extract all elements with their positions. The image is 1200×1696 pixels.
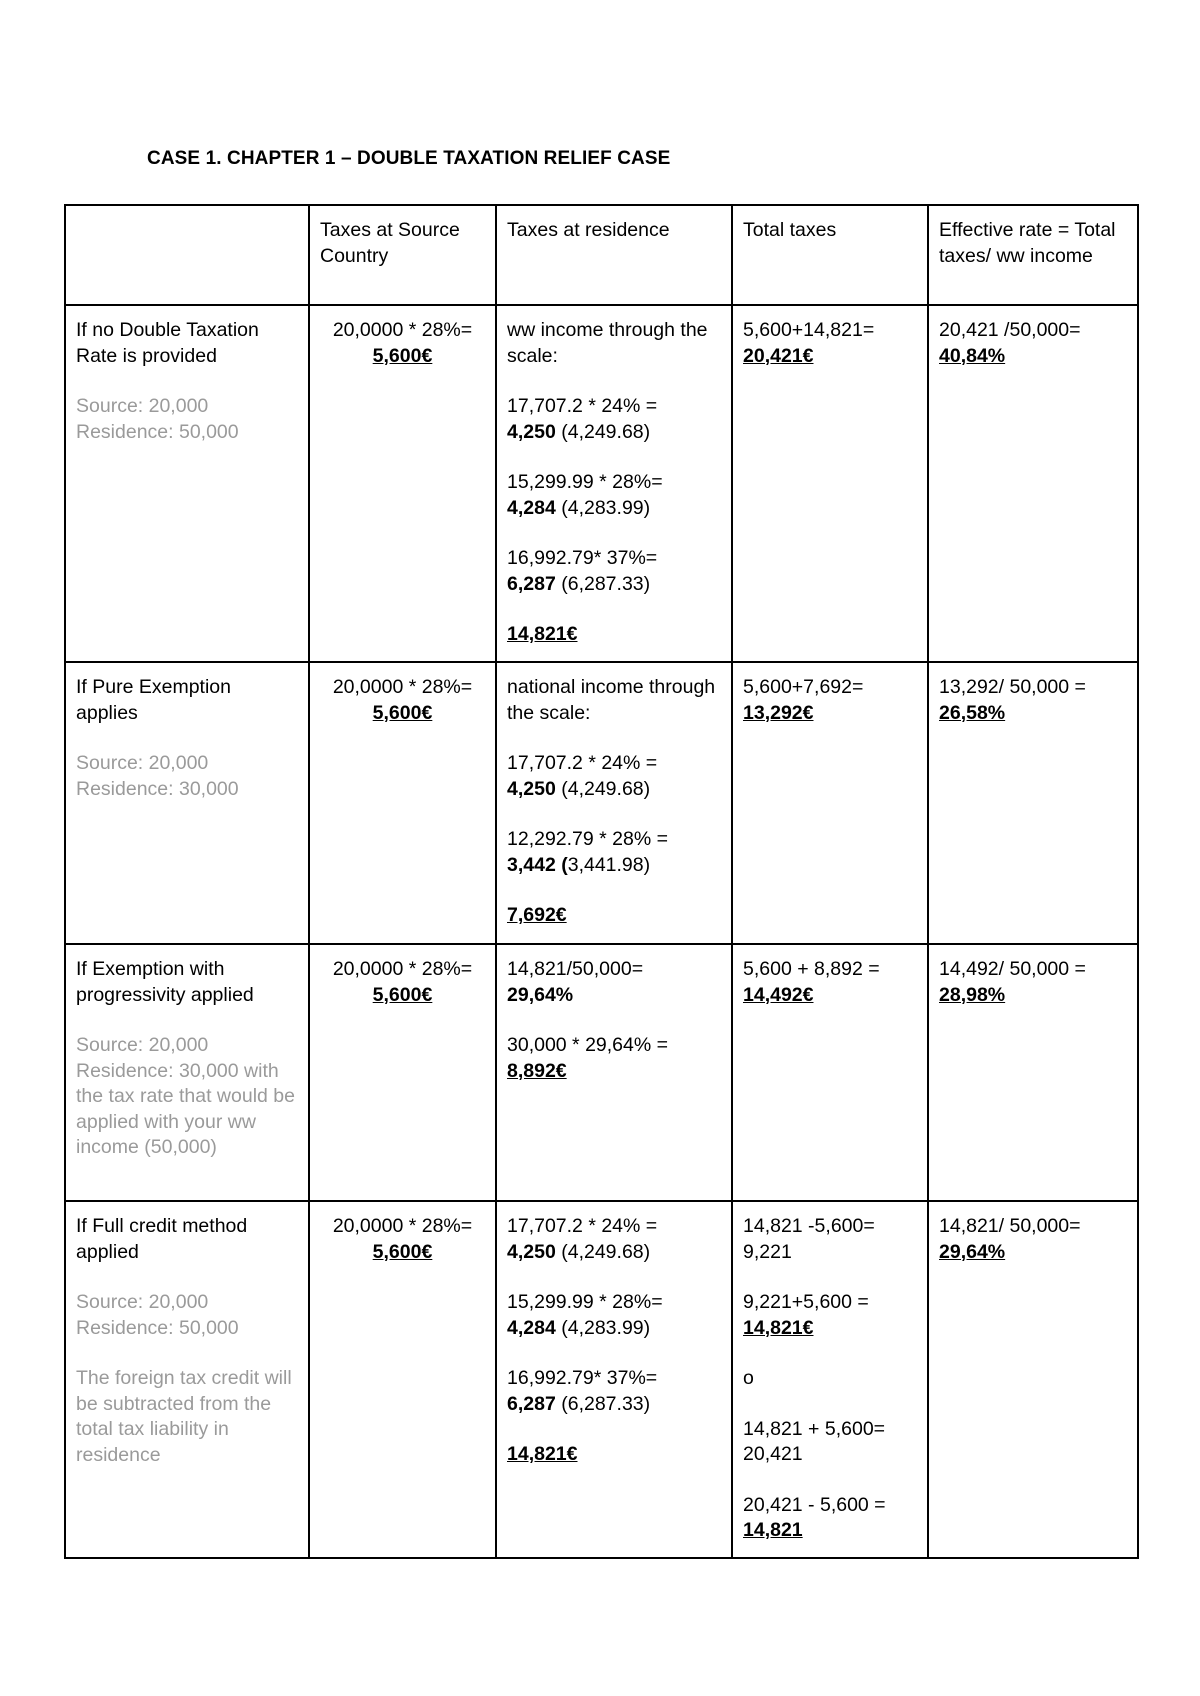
credit-step-result: 14,821€ <box>743 1316 814 1339</box>
bracket-1 <box>507 394 721 445</box>
rate-cell <box>928 944 1138 1201</box>
bracket-formula: 17,707.2 * 24% = <box>507 1215 658 1237</box>
bracket-rounded: 6,287 <box>507 1392 556 1415</box>
rate-result: 28,98% <box>939 983 1006 1006</box>
source-result: 5,600€ <box>372 344 433 367</box>
bracket-3 <box>507 546 721 597</box>
bracket-exact: (4,283.99) <box>555 1316 651 1339</box>
note-residence: Residence: 30,000 <box>76 777 239 800</box>
row-note <box>76 751 298 802</box>
rate-cell <box>928 662 1138 944</box>
bracket-rounded: 4,284 <box>507 496 556 519</box>
row-label-cell <box>65 1201 309 1558</box>
residence-total: 7,692€ <box>507 904 567 926</box>
bracket-result <box>507 572 721 598</box>
rate-formula: 14,492/ 50,000 = <box>939 958 1086 980</box>
bracket-exact: (4,283.99) <box>555 496 651 519</box>
bracket-result <box>507 1392 721 1418</box>
credit-step-3: 14,821 + 5,600= 20,421 <box>743 1417 886 1465</box>
source-formula: 20,0000 * 28%= <box>332 319 473 341</box>
row-label-cell <box>65 305 309 662</box>
bracket-exact: (6,287.33) <box>555 572 651 595</box>
source-cell <box>309 305 496 662</box>
source-cell <box>309 1201 496 1558</box>
row-label-cell <box>65 662 309 944</box>
source-formula: 20,0000 * 28%= <box>332 1215 473 1237</box>
rate-calc-formula: 14,821/50,000= <box>507 958 644 980</box>
table-row <box>65 1201 1138 1558</box>
tax-calc-result: 8,892€ <box>507 1059 567 1082</box>
progressive-tax <box>507 1033 721 1084</box>
source-cell <box>309 662 496 944</box>
residence-cell <box>496 1201 732 1558</box>
row-label: If Exemption with progressivity applied <box>76 958 254 1006</box>
credit-step-1: 14,821 -5,600= 9,221 <box>743 1215 875 1263</box>
credit-note: The foreign tax credit will be subtracted from the total tax liability in residence <box>76 1367 292 1466</box>
tax-calc-formula: 30,000 * 29,64% = <box>507 1034 669 1056</box>
bracket-formula: 15,299.99 * 28%= <box>507 471 663 493</box>
residence-cell <box>496 305 732 662</box>
bracket-formula: 16,992.79* 37%= <box>507 1367 658 1389</box>
bracket-exact: 3,441.98) <box>567 853 651 876</box>
bracket-formula: 15,299.99 * 28%= <box>507 1291 663 1313</box>
residence-total: 14,821€ <box>507 623 578 645</box>
row-label-cell <box>65 944 309 1201</box>
note-source: Source: 20,000 <box>76 752 209 774</box>
header-empty <box>65 205 309 305</box>
note-source: Source: 20,000 <box>76 1291 209 1313</box>
bracket-result <box>507 420 721 446</box>
row-label: If Full credit method applied <box>76 1215 248 1263</box>
bracket-1 <box>507 751 721 802</box>
rate-formula: 14,821/ 50,000= <box>939 1215 1081 1237</box>
bracket-formula: 17,707.2 * 24% = <box>507 752 658 774</box>
bracket-1 <box>507 1214 721 1265</box>
table-row <box>65 305 1138 662</box>
tax-table <box>64 204 1139 1559</box>
total-formula: 5,600+14,821= <box>743 319 875 341</box>
row-label: If Pure Exemption applies <box>76 676 231 724</box>
residence-cell <box>496 662 732 944</box>
total-cell <box>732 944 928 1201</box>
residence-intro: ww income through the scale: <box>507 319 708 367</box>
bracket-formula: 12,292.79 * 28% = <box>507 828 669 850</box>
header-effective-rate: Effective rate = Total taxes/ ww income <box>928 205 1138 305</box>
bracket-result <box>507 777 721 803</box>
bracket-rounded: 4,250 <box>507 420 556 443</box>
rate-cell <box>928 1201 1138 1558</box>
source-result: 5,600€ <box>372 983 433 1006</box>
rate-result: 40,84% <box>939 344 1006 367</box>
source-cell <box>309 944 496 1201</box>
table-row <box>65 944 1138 1201</box>
bracket-2 <box>507 1290 721 1341</box>
bracket-3 <box>507 1366 721 1417</box>
rate-formula: 20,421 /50,000= <box>939 319 1081 341</box>
row-note <box>76 1290 298 1341</box>
total-result: 20,421€ <box>743 344 814 367</box>
progressive-rate <box>507 957 721 1008</box>
credit-step-4 <box>743 1493 917 1544</box>
bracket-2 <box>507 827 721 878</box>
header-residence-taxes: Taxes at residence <box>496 205 732 305</box>
rate-cell <box>928 305 1138 662</box>
residence-intro: national income through the scale: <box>507 676 716 724</box>
or-label: o <box>743 1367 754 1389</box>
header-row <box>65 205 1138 305</box>
total-formula: 5,600+7,692= <box>743 676 864 698</box>
rate-result: 26,58% <box>939 701 1006 724</box>
credit-step-result: 14,821 <box>743 1519 803 1541</box>
bracket-rounded: 4,250 <box>507 1240 556 1263</box>
total-cell <box>732 1201 928 1558</box>
bracket-exact: (6,287.33) <box>555 1392 651 1415</box>
row-label: If no Double Taxation Rate is provided <box>76 319 259 367</box>
total-result: 13,292€ <box>743 701 814 724</box>
document-title: CASE 1. CHAPTER 1 – DOUBLE TAXATION RELIEF CASE <box>147 148 671 169</box>
bracket-formula: 17,707.2 * 24% = <box>507 395 658 417</box>
bracket-result <box>507 1240 721 1266</box>
header-source-taxes: Taxes at Source Country <box>309 205 496 305</box>
source-result: 5,600€ <box>372 1240 433 1263</box>
bracket-result <box>507 1316 721 1342</box>
source-formula: 20,0000 * 28%= <box>332 676 473 698</box>
total-result: 14,492€ <box>743 983 814 1006</box>
credit-step-2 <box>743 1290 917 1341</box>
note-source: Source: 20,000 <box>76 395 209 417</box>
total-cell <box>732 305 928 662</box>
header-total-taxes: Total taxes <box>732 205 928 305</box>
row-note: Source: 20,000 Residence: 30,000 with the tax rate that would be applied with your ww income (50,000) <box>76 1034 295 1158</box>
bracket-result <box>507 496 721 522</box>
residence-total: 14,821€ <box>507 1443 578 1465</box>
credit-step-formula: 9,221+5,600 = <box>743 1291 869 1313</box>
source-formula: 20,0000 * 28%= <box>332 958 473 980</box>
row-note <box>76 394 298 445</box>
bracket-rounded: 3,442 ( <box>507 853 568 876</box>
note-residence: Residence: 50,000 <box>76 1316 239 1339</box>
rate-result: 29,64% <box>939 1240 1006 1263</box>
bracket-exact: (4,249.68) <box>555 1240 651 1263</box>
rate-formula: 13,292/ 50,000 = <box>939 676 1086 698</box>
bracket-rounded: 6,287 <box>507 572 556 595</box>
bracket-rounded: 4,284 <box>507 1316 556 1339</box>
bracket-rounded: 4,250 <box>507 777 556 800</box>
total-formula: 5,600 + 8,892 = <box>743 958 880 980</box>
bracket-formula: 16,992.79* 37%= <box>507 547 658 569</box>
residence-cell <box>496 944 732 1201</box>
bracket-2 <box>507 470 721 521</box>
total-cell <box>732 662 928 944</box>
bracket-exact: (4,249.68) <box>555 777 651 800</box>
rate-calc-result: 29,64% <box>507 983 574 1006</box>
table-row <box>65 662 1138 944</box>
bracket-result <box>507 853 721 879</box>
credit-step-formula: 20,421 - 5,600 = <box>743 1493 886 1516</box>
source-result: 5,600€ <box>372 701 433 724</box>
bracket-exact: (4,249.68) <box>555 420 651 443</box>
note-residence: Residence: 50,000 <box>76 420 239 443</box>
